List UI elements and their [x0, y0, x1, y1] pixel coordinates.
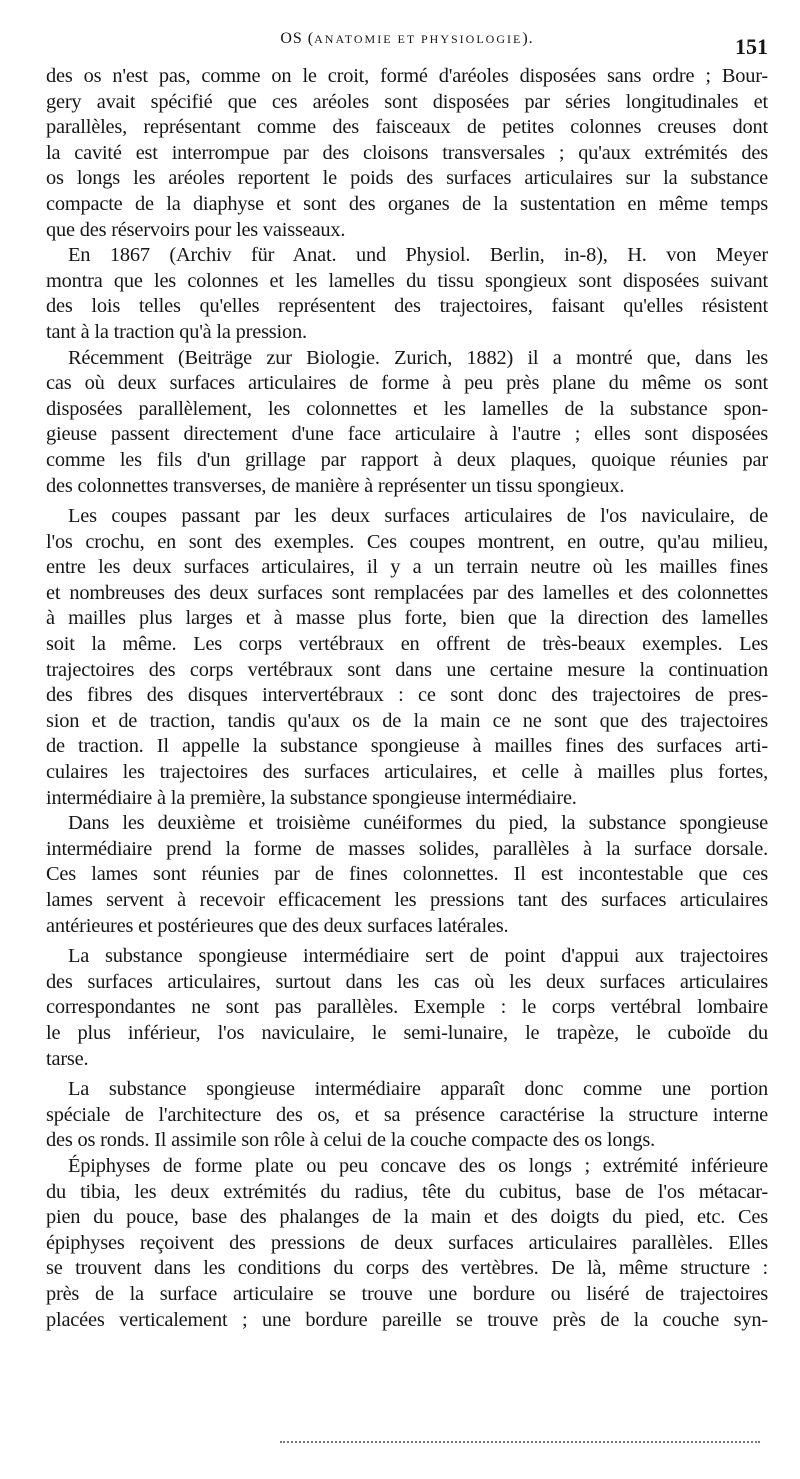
text-line: tarse. — [46, 1047, 89, 1070]
text-line: à mailles plus larges et à masse plus forte, bien que la direction des lamelles — [46, 607, 768, 630]
text-line: compacte de la diaphyse et sont des organes de la sustentation en même temps — [46, 192, 768, 215]
text-line: et nombreuses des deux surfaces sont remplacées par des lamelles et des colonnettes — [46, 581, 768, 604]
text-line: se trouvent dans les conditions du corps des vertèbres. De là, même structure : — [46, 1257, 768, 1280]
text-line: En 1867 (Archiv für Anat. und Physiol. Berlin, in-8), H. von Meyer — [68, 244, 768, 267]
text-line: Épiphyses de forme plate ou peu concave des os longs ; extrémité inférieure — [68, 1154, 768, 1177]
text-line: que des réservoirs pour les vaisseaux. — [46, 218, 346, 241]
text-line: la cavité est interrompue par des cloisons transversales ; qu'aux extrémités des — [46, 141, 768, 164]
text-line: des surfaces articulaires, surtout dans les cas où les deux surfaces articulaires — [46, 970, 768, 993]
text-line: Ces lames sont réunies par de fines colonnettes. Il est incontestable que ces — [46, 863, 768, 886]
text-line: des fibres des disques intervertébraux : ce sont donc des trajectoires de pres- — [46, 684, 768, 707]
text-line: cas où deux surfaces articulaires de forme à peu près plane du même os sont — [46, 372, 768, 395]
text-line: épiphyses reçoivent des pressions de deux surfaces articulaires parallèles. Elles — [46, 1231, 768, 1254]
text-line: près de la surface articulaire se trouve une bordure ou liséré de trajectoires — [46, 1282, 768, 1305]
text-line: montra que les colonnes et les lamelles du tissu spongieux sont disposées suivant — [46, 269, 768, 292]
running-head — [46, 30, 768, 48]
text-line: correspondantes ne sont pas parallèles. Exemple : le corps vertébral lombaire — [46, 996, 768, 1019]
text-line: tant à la traction qu'à la pression. — [46, 320, 307, 343]
text-line: intermédiaire prend la forme de masses solides, parallèles à la surface dorsale. — [46, 837, 768, 860]
text-line: Dans les deuxième et troisième cunéiformes du pied, la substance spongieuse — [68, 812, 768, 835]
text-line: des lois telles qu'elles représentent des trajectoires, faisant qu'elles résistent — [46, 295, 768, 318]
text-line: gery avait spécifié que ces aréoles sont disposées par séries longitudinales et — [46, 90, 768, 113]
page-number: 151 — [735, 34, 768, 59]
text-line: disposées parallèlement, les colonnettes et les lamelles de la substance spon- — [46, 397, 768, 420]
text-line: du tibia, les deux extrémités du radius, tête du cubitus, base de l'os métacar- — [46, 1180, 768, 1203]
page-header — [46, 30, 768, 60]
text-line: placées verticalement ; une bordure pareille se trouve près de la couche syn- — [46, 1308, 768, 1331]
text-line: soit la même. Les corps vertébraux en offrent de très-beaux exemples. Les — [46, 633, 768, 656]
text-line: des colonnettes transverses, de manière à représenter un tissu spongieux. — [46, 474, 625, 497]
running-head-suffix: ). — [522, 30, 534, 47]
text-line: trajectoires des corps vertébraux sont dans une certaine mesure la continuation — [46, 658, 768, 681]
text-line: intermédiaire à la première, la substance spongieuse intermédiaire. — [46, 786, 577, 809]
text-line: parallèles, représentant comme des faisceaux de petites colonnes creuses dont — [46, 116, 768, 139]
body-text — [46, 64, 768, 1333]
text-line: le plus inférieur, l'os naviculaire, le semi-lunaire, le trapèze, le cuboïde du — [46, 1021, 768, 1044]
text-line: antérieures et postérieures que des deux surfaces latérales. — [46, 914, 509, 937]
text-line: comme les fils d'un grillage par rapport à deux plaques, quoique réunies par — [46, 448, 768, 471]
text-line: culaires les trajectoires des surfaces articulaires, et celle à mailles plus fortes, — [46, 761, 768, 784]
text-line: La substance spongieuse intermédiaire sert de point d'appui aux trajectoires — [68, 945, 768, 968]
text-line: Les coupes passant par les deux surfaces articulaires de l'os naviculaire, de — [68, 505, 768, 528]
text-line: de traction. Il appelle la substance spongieuse à mailles fines des surfaces arti- — [46, 735, 768, 758]
text-line: entre les deux surfaces articulaires, il y a un terrain neutre où les mailles fines — [46, 556, 768, 579]
text-line: des os n'est pas, comme on le croit, formé d'aréoles disposées sans ordre ; Bour- — [46, 65, 768, 87]
text-line: os longs les aréoles reportent le poids des surfaces articulaires sur la substance — [46, 167, 768, 190]
running-head-smallcaps: ANATOMIE ET PHYSIOLOGIE — [314, 32, 523, 46]
text-line: gieuse passent directement d'une face articulaire à l'autre ; elles sont disposées — [46, 423, 768, 446]
text-line: des os ronds. Il assimile son rôle à celui de la couche compacte des os longs. — [46, 1129, 655, 1152]
text-line: Récemment (Beiträge zur Biologie. Zurich, 1882) il a montré que, dans les — [68, 346, 768, 369]
text-line: sion et de traction, tandis qu'aux os de la main ce ne sont que des trajectoires — [46, 709, 768, 732]
text-line: l'os crochu, en sont des exemples. Ces coupes montrent, en outre, qu'au milieu, — [46, 530, 768, 553]
text-line: spéciale de l'architecture des os, et sa présence caractérise la structure interne — [46, 1103, 768, 1126]
footer-dotted-rule — [280, 1441, 760, 1443]
text-line: lames servent à recevoir efficacement les pressions tant des surfaces articulaires — [46, 889, 768, 911]
text-line: La substance spongieuse intermédiaire apparaît donc comme une portion — [68, 1078, 768, 1101]
running-head-prefix: OS ( — [280, 30, 315, 47]
text-line: pien du pouce, base des phalanges de la main et des doigts du pied, etc. Ces — [46, 1206, 768, 1229]
